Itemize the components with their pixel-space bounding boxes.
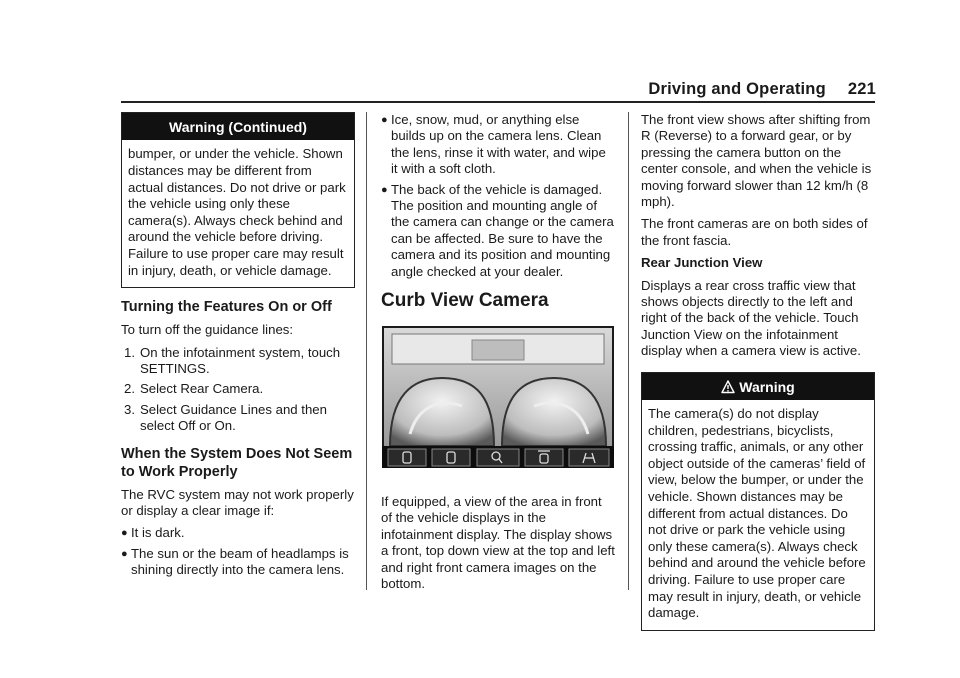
rear-junction-text: Displays a rear cross traffic view that shows objects directly to the left and right of the back of the vehicle. Touch Junction View on the infotainment display when a camera view is active. — [641, 277, 861, 359]
step-text: Select Guidance Lines and then select Off or On. — [140, 401, 327, 434]
warning-text: bumper, or under the vehicle. Shown distances may be different from actual distances. Do not drive or park the vehicle using only these camera(s). Always check behind and around the vehicle before driving. Failure to use proper care may result in injury, death, or vehicle damage. — [128, 146, 346, 278]
column-divider — [628, 112, 629, 590]
header-rule — [121, 101, 875, 103]
section-title: Driving and Operating — [648, 80, 826, 98]
step-item — [121, 345, 355, 378]
bullet-icon: ● — [381, 114, 388, 126]
column-1 — [121, 112, 355, 583]
features-intro: To turn off the guidance lines: — [121, 322, 294, 338]
warning-triangle-icon — [721, 380, 735, 394]
page-header — [648, 80, 876, 99]
warning-title: Warning — [739, 378, 795, 395]
curb-view-illustration — [382, 326, 614, 468]
step-item — [121, 402, 355, 435]
bullet-text: It is dark. — [131, 525, 185, 541]
warning-title: Warning (Continued) — [122, 113, 354, 140]
step-text: On the infotainment system, touch SETTINGS. — [140, 344, 341, 376]
bullet-text: Ice, snow, mud, or anything else builds up on the camera lens. Clean the lens, rinse it with water, and wipe it with a soft cloth. — [391, 112, 606, 177]
list-item — [121, 525, 355, 541]
step-text: Select Rear Camera. — [140, 381, 264, 397]
front-view-text: The front view shows after shifting from R (Reverse) to a forward gear, or by pressing the camera button on the center console, and when the vehicle is moving forward slower than 12 km/h (8 mph). — [641, 112, 872, 210]
step-number: 2. — [124, 381, 135, 397]
not-working-intro: The RVC system may not work properly or display a clear image if: — [121, 486, 354, 518]
bullet-icon: ● — [381, 183, 388, 196]
step-number: 3. — [124, 401, 135, 417]
step-list — [121, 345, 355, 435]
bullet-text: The sun or the beam of headlamps is shining directly into the camera lens. — [131, 545, 349, 578]
list-item — [121, 546, 355, 579]
step-item — [121, 381, 355, 397]
subheading-rear-junction: Rear Junction View — [641, 255, 763, 271]
list-item — [381, 112, 615, 178]
bullet-icon: ● — [121, 527, 128, 540]
heading-features: Turning the Features On or Off — [121, 299, 332, 316]
heading-curb-view: Curb View Camera — [381, 290, 549, 312]
page-number: 221 — [847, 80, 876, 98]
column-3 — [641, 112, 875, 631]
column-divider — [366, 112, 367, 590]
bullet-text: The back of the vehicle is damaged. The position and mounting angle of the camera can change or the camera can be affected. Be sure to have the camera and its position and mounting angle checked at your dealer. — [391, 181, 614, 279]
warning-text: The camera(s) do not display children, pedestrians, bicyclists, crossing traffic, animals, or any other object outside of the cameras’ field of view, below the bumper, or under the vehicle. Shown distances may be different from actual distances. Do not drive or park the vehicle using only these camera(s). Always check behind and around the vehicle before driving. Failure to use proper care may result in injury, death, or vehicle damage. — [648, 406, 866, 621]
bullet-icon: ● — [121, 547, 128, 560]
step-number: 1. — [124, 344, 135, 360]
warning-header — [642, 373, 874, 400]
warning-box-continued — [121, 112, 355, 288]
column-2 — [381, 112, 615, 599]
curb-view-description: If equipped, a view of the area in front of the vehicle displays in the infotainment display. The display shows a front, top down view at the top and left and right front camera images on the bottom. — [381, 494, 615, 592]
warning-box — [641, 372, 875, 631]
curb-view-camera-image — [382, 326, 614, 468]
front-cameras-text: The front cameras are on both sides of the front fascia. — [641, 216, 868, 248]
heading-not-working: When the System Does Not Seem to Work Properly — [121, 445, 353, 480]
list-item — [381, 182, 615, 280]
